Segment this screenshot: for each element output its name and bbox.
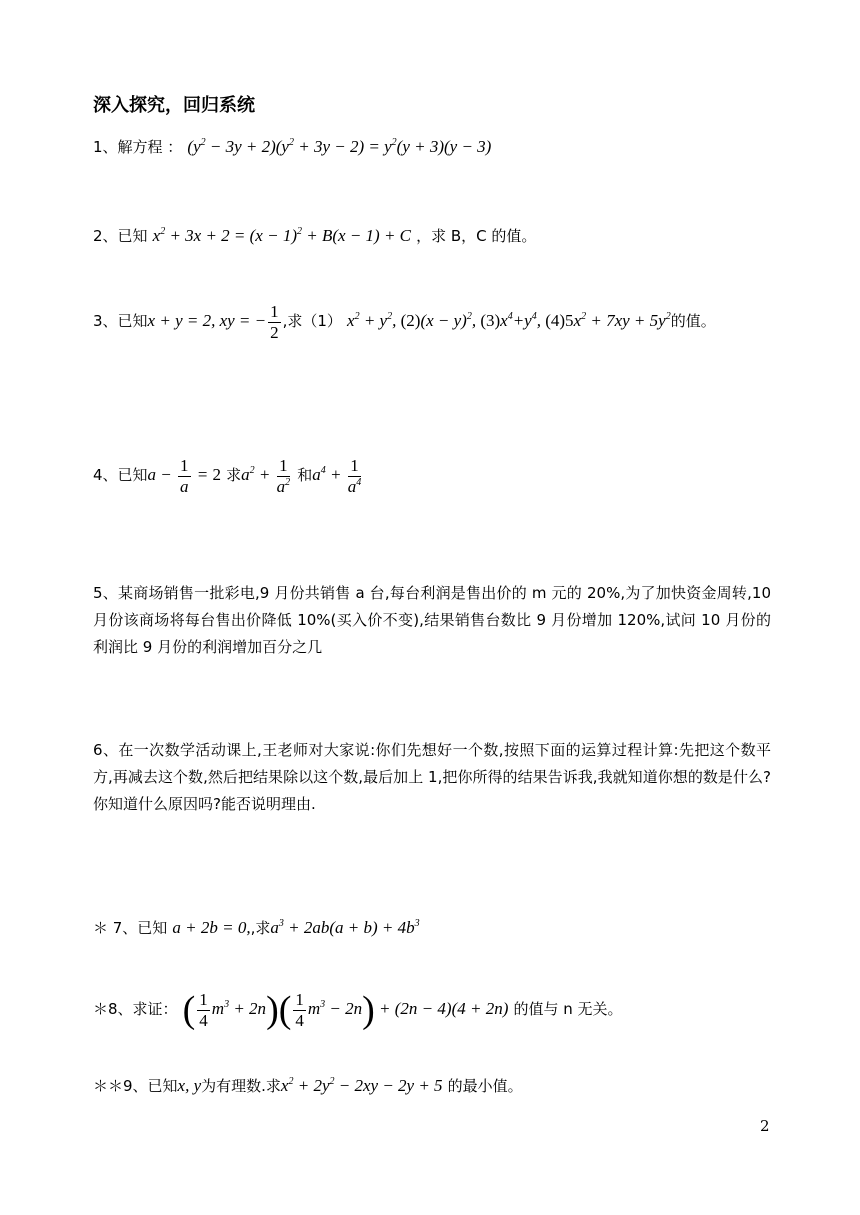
question-2-prefix: 2、已知 (93, 227, 148, 245)
question-5: 5、某商场销售一批彩电,9 月份共销售 a 台,每台利润是售出价的 m 元的 20%,为了加快资金周转,10 月份该商场将每台售出价降低 10%(买入价不变),结果销售台数比 9 月份增加 120%,试问 10 月份的利润比 9 月份的利润增加百分之几 (93, 584, 771, 656)
question-4-prefix: 4、已知 (93, 465, 148, 484)
question-9-mid: 为有理数.求 (201, 1077, 281, 1095)
question-1-equation: $(y^2 - 3y + 2)(y^2 + 3y - 2) = y^2(y + 3)(y - 3)$ (187, 137, 492, 156)
question-9-prefix: ＊＊9、已知 (93, 1077, 178, 1095)
question-4-expr2: $a^4$ + $\frac{1}{a^4}$ (312, 456, 362, 496)
question-7-expression: $a^3 + 2ab(a + b) + 4b^3$ (270, 918, 420, 937)
question-4 (93, 456, 363, 496)
question-3-suffix: 的值。 (670, 311, 716, 330)
question-7 (93, 919, 420, 936)
question-9-vars: x, y (177, 1076, 202, 1095)
question-4-mid1: 求 (226, 465, 242, 484)
question-9-expression: $x^2 + 2y^2 - 2xy - 2y + 5$ (280, 1076, 443, 1095)
question-8-suffix: 的值与 n 无关。 (513, 999, 623, 1018)
question-3-mid: ,求（1） (282, 311, 342, 330)
question-7-mid: ,求 (250, 919, 271, 937)
question-4-mid2: 和 (297, 465, 313, 484)
question-7-condition: a + 2b = 0, (172, 918, 251, 937)
question-8 (93, 990, 623, 1030)
question-3-condition: x + y = 2, xy = − $\frac{1}{2}$ (147, 302, 279, 342)
page-number: 2 (760, 1117, 770, 1135)
question-3-expressions: $x^2 + y^2$, $(2)(x - y)^2$, $(3)x^4+y^4$, $(4)5x^2 + 7xy + 5y^2$ (347, 310, 671, 330)
question-2-equation: $x^2 + 3x + 2 = (x - 1)^2 + B(x - 1) + C$ (152, 226, 412, 245)
question-9-suffix: 的最小值。 (447, 1077, 523, 1095)
question-8-prefix: ＊8、求证： (93, 999, 178, 1018)
question-4-condition: a − $\frac{1}{a}$ = 2 (147, 456, 222, 496)
question-7-prefix: ＊ 7、已知 (93, 919, 168, 937)
question-3 (93, 302, 716, 342)
question-9 (93, 1077, 523, 1094)
question-1 (93, 138, 491, 155)
question-8-expression: ( $\frac{1}{4}$ $m^3 + 2n$)( $\frac{1}{4}$ $m^3 - 2n) + (2n - 4)(4 + 2n)$ (182, 989, 509, 1032)
question-2-suffix: ，求 B，C 的值。 (416, 227, 537, 245)
question-2 (93, 227, 536, 244)
section-heading: 深入探究，回归系统 (93, 95, 255, 116)
question-1-prefix: 1、解方程 ： (93, 138, 183, 156)
question-4-expr1: $a^2$ + $\frac{1}{a^2}$ (241, 456, 291, 496)
question-6: 6、在一次数学活动课上,王老师对大家说:你们先想好一个数,按照下面的运算过程计算:先把这个数平方,再减去这个数,然后把结果除以这个数,最后加上 1,把你所得的结果告诉我,我就知道你想的数是什么?你知道什么原因吗?能否说明理由. (93, 741, 771, 813)
question-3-prefix: 3、已知 (93, 311, 148, 330)
